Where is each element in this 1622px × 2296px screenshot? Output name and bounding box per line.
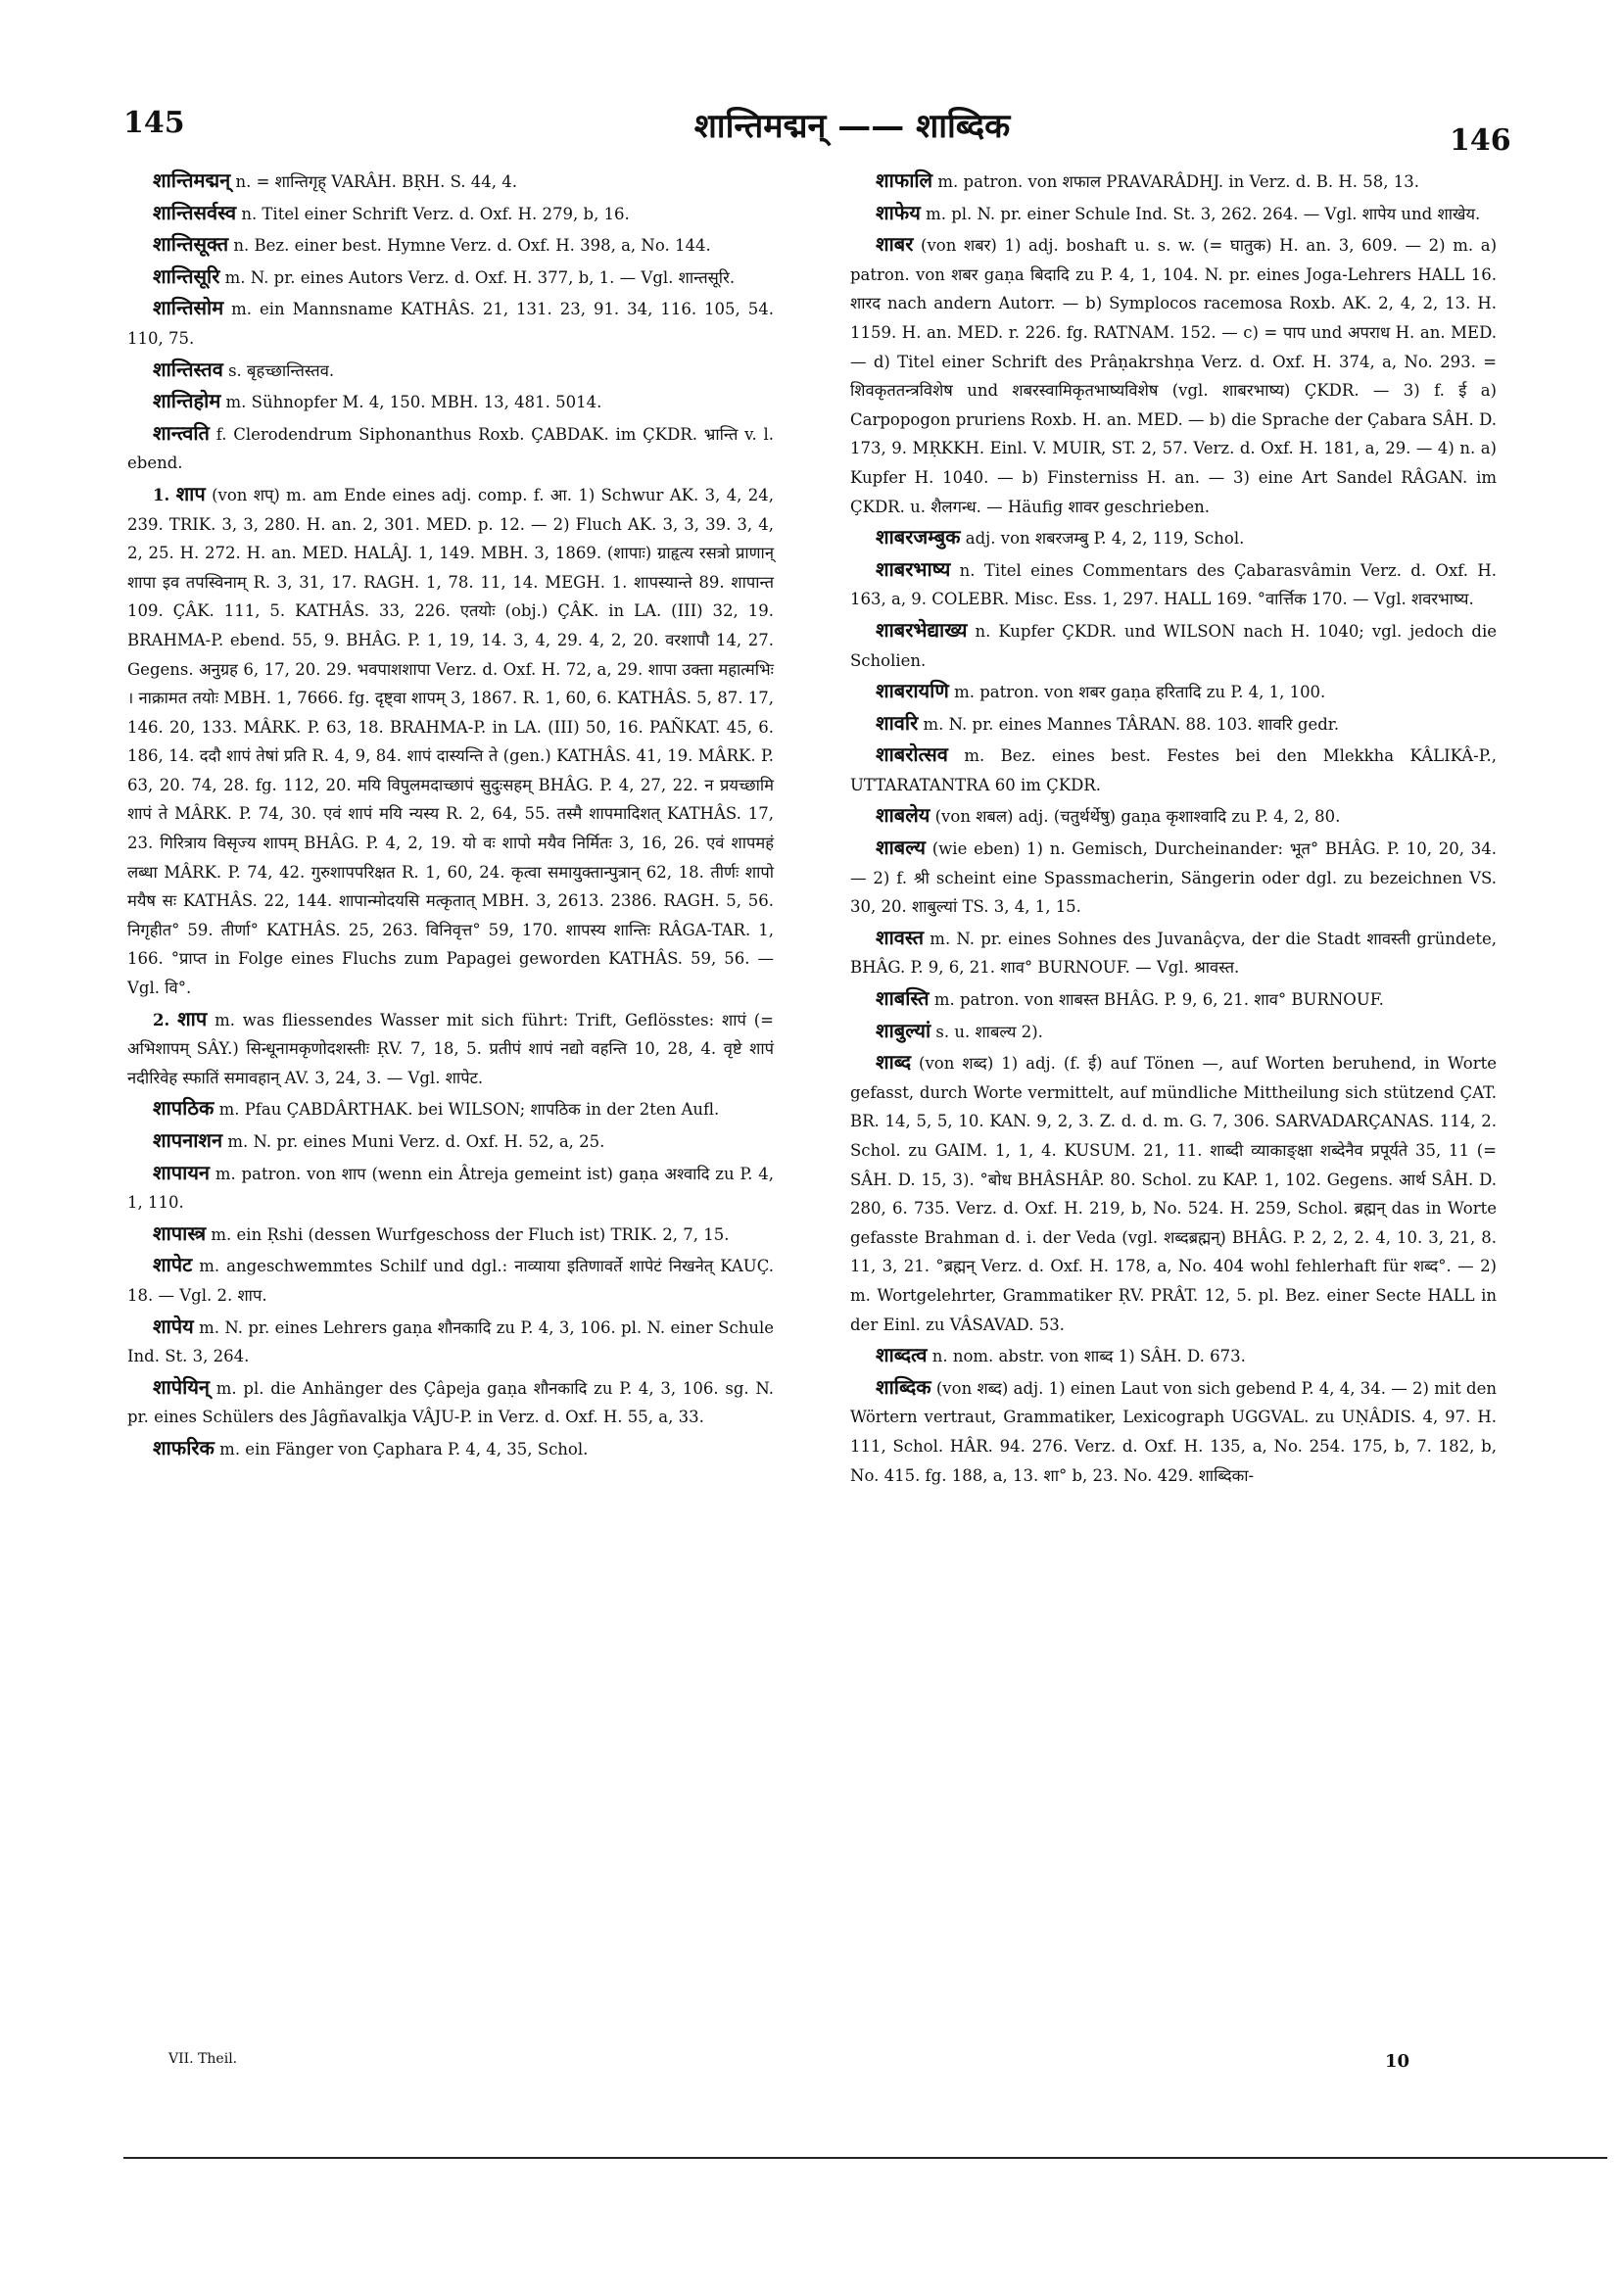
entry-headword: शाप — [175, 481, 206, 505]
entry-headword: शान्तिमद्मन् — [153, 168, 231, 192]
dictionary-entry — [850, 924, 1497, 982]
sheet-signature: 10 — [1385, 2051, 1410, 2072]
entry-headword: शापेयिन् — [153, 1374, 211, 1399]
dictionary-entry — [127, 1373, 774, 1432]
dictionary-entry — [127, 387, 774, 417]
entry-headword: शापास्त्र — [153, 1220, 207, 1245]
entry-headword: शावरि — [876, 710, 919, 735]
entry-headword: शाबर — [876, 232, 914, 257]
dictionary-entry — [850, 616, 1497, 675]
entry-definition: m. patron. von शाप (wenn ein Âtreja gemeint ist) gaṇa अश्वादि zu P. 4, 1, 110. — [127, 1164, 774, 1213]
entry-definition: m. ein Fänger von Çaphara P. 4, 4, 35, Schol. — [219, 1439, 589, 1459]
entry-headword: शापेय — [153, 1314, 194, 1338]
dictionary-entry — [127, 1159, 774, 1218]
dictionary-entry — [850, 741, 1497, 799]
entry-headword: शावस्त — [876, 925, 925, 949]
dictionary-entry — [127, 1434, 774, 1464]
dictionary-entry — [127, 263, 774, 293]
entry-definition: m. pl. die Anhänger des Çâpeja gaṇa शौनकादि zu P. 4, 3, 106. sg. N. pr. eines Schülers des Jâgñavalkja VÂJU-P. in Verz. d. Oxf. H. 55, a, 33. — [127, 1378, 774, 1427]
entry-definition: n. nom. abstr. von शाब्द 1) SÂH. D. 673. — [931, 1347, 1246, 1366]
page-number-right: 146 — [1450, 123, 1511, 158]
entry-definition: m. patron. von शबर gaṇa हरितादि zu P. 4, 1, 100. — [954, 683, 1326, 702]
entry-headword: शाबरजम्बुक — [876, 525, 961, 550]
dictionary-entry — [127, 1126, 774, 1157]
entry-definition: s. बृहच्छान्तिस्तव. — [228, 360, 335, 380]
entry-headword: शाबरभाष्य — [876, 556, 951, 581]
dictionary-entry — [127, 1251, 774, 1310]
dictionary-entry — [850, 984, 1497, 1015]
entry-headword: शाबरायणि — [876, 679, 949, 703]
dictionary-entry — [850, 801, 1497, 832]
entry-headword: शापेट — [153, 1253, 193, 1277]
entry-number: 2. — [153, 1010, 170, 1029]
entry-headword: शान्तिसोम — [153, 296, 224, 320]
dictionary-entry — [127, 419, 774, 478]
entry-headword: शापायन — [153, 1160, 211, 1184]
entry-definition: (von शबल) adj. (चतुर्थर्थेषु) gaṇa कृशाश्वादि zu P. 4, 2, 80. — [934, 807, 1341, 827]
dictionary-entry — [850, 1373, 1497, 1490]
dictionary-entry — [850, 1048, 1497, 1339]
entry-headword: शाब्दत्व — [876, 1343, 928, 1367]
dictionary-entry — [127, 1313, 774, 1371]
dictionary-entry — [850, 709, 1497, 740]
bottom-rule — [123, 2157, 1607, 2159]
entry-definition: f. Clerodendrum Siphonanthus Roxb. ÇABDAK. im ÇKDR. भ्रान्ति v. l. ebend. — [127, 424, 774, 473]
entry-headword: शाबरभेद्याख्य — [876, 617, 968, 642]
entry-definition: (wie eben) 1) n. Gemisch, Durcheinander: भूत° BHÂG. P. 10, 20, 34. — 2) f. श्री scheint eine Spassmacherin, Sängerin oder dgl. zu bezeichnen VS. 30, 20. शाबुल्यां TS. 3, 4, 1, 15. — [850, 839, 1497, 917]
dictionary-entry — [850, 677, 1497, 707]
dictionary-entry — [127, 1220, 774, 1250]
entry-definition: n. Bez. einer best. Hymne Verz. d. Oxf. H. 398, a, No. 144. — [233, 236, 711, 256]
dictionary-entry — [850, 199, 1497, 229]
entry-headword: शापनाशन — [153, 1128, 223, 1152]
entry-definition: m. patron. von शफाल PRAVARÂDHJ. in Verz. d. B. H. 58, 13. — [937, 172, 1420, 191]
dictionary-entry — [850, 1341, 1497, 1371]
entry-definition: m. N. pr. eines Lehrers gaṇa शौनकादि zu P. 4, 3, 106. pl. N. einer Schule Ind. St. 3, 264. — [127, 1317, 774, 1366]
entry-headword: शाबरोत्सव — [876, 742, 948, 767]
entry-headword: शाब्द — [876, 1050, 912, 1075]
dictionary-entry — [850, 523, 1497, 553]
page-number-left: 145 — [123, 106, 185, 140]
entry-definition: m. Pfau ÇABDÂRTHAK. bei WILSON; शापठिक in der 2ten Aufl. — [218, 1100, 720, 1120]
dictionary-entry — [127, 199, 774, 229]
part-label: VII. Theil. — [168, 2051, 238, 2067]
entry-headword: शान्त्वति — [153, 420, 210, 445]
entry-headword: शान्तिस्तव — [153, 357, 223, 381]
entry-number: 1. — [153, 485, 170, 504]
dictionary-entry — [850, 1017, 1497, 1047]
entry-definition: (von शप्) m. am Ende eines adj. comp. f. आ. 1) Schwur AK. 3, 4, 24, 239. TRIK. 3, 3, 280. H. an. 2, 301. MED. p. 12. — 2) Fluch AK. 3, 3, 39. 3, 4, 2, 25. H. 272. H. an. MED. HALÂJ. 1, 149. MBH. 3, 1869. (शापाः) ग्राहृत्य रसत्रो प्राणान् शापा इव तपस्विनाम् R. 3, 31, 17. RAGH. 1, 78. 11, 14. MEGH. 1. शापस्यान्ते 89. शापान्त 109. ÇÂK. 111, 5. KATHÂS. 33, 226. एतयोः (obj.) ÇÂK. in LA. (III) 32, 19. BRAHMA-P. ebend. 55, 9. BHÂG. P. 1, 19, 14. 3, 4, 29. 4, 2, 20. वरशापौ 14, 27. Gegens. अनुग्रह 6, 17, 20. 29. भवपाशशापा Verz. d. Oxf. H. 72, a, 29. शापा उक्ता महात्मभिः । नाक्रामत तयोः MBH. 1, 7666. fg. दृष्ट्वा शापम् 3, 1867. R. 1, 60, 6. KATHÂS. 5, 87. 17, 146. 20, 133. MÂRK. P. 63, 18. BRAHMA-P. in LA. (III) 50, 16. PAÑKAT. 45, 6. 186, 14. ददौ शापं तेषां प्रति R. 4, 9, 84. शापं दास्यन्ति ते (gen.) KATHÂS. 41, 19. MÂRK. P. 63, 20. 74, 28. fg. 112, 20. मयि विपुलमदाच्छापं सुदुःसहम् BHÂG. P. 4, 27, 22. न प्रयच्छामि शापं ते MÂRK. P. 74, 30. एवं शापं मयि न्यस्य R. 2, 64, 55. तस्मै शापमादिशत् KATHÂS. 17, 23. गिरित्राय विसृज्य शापम् BHÂG. P. 4, 2, 19. यो वः शापो मयैव निर्मितः 3, 16, 26. एवं शापमहं लब्धा MÂRK. P. 74, 42. गुरुशापपरिक्षत R. 1, 60, 24. कृत्वा समायुक्तान्पुत्रान् 62, 18. तीर्णः शापो मयैष सः KATHÂS. 22, 144. शापान्मोदयसि मत्कृतात् MBH. 3, 2613. 2386. RAGH. 5, 56. निगृहीत° 59. तीर्णा° KATHÂS. 25, 263. विनिवृत्त° 59, 170. शापस्य शान्तिः RÂGA-TAR. 1, 166. °प्राप्त in Folge eines Fluchs zum Papagei geworden KATHÂS. 59, 56. — Vgl. वि°. — [127, 485, 774, 998]
entry-definition: n. = शान्तिगृह् VARÂH. BṚH. S. 44, 4. — [235, 172, 518, 191]
dictionary-entry — [850, 167, 1497, 197]
entry-definition: m. patron. von शाबस्त BHÂG. P. 9, 6, 21. शाव° BURNOUF. — [933, 990, 1384, 1010]
entry-definition: m. Sühnopfer M. 4, 150. MBH. 13, 481. 5014. — [225, 393, 602, 412]
dictionary-entry — [127, 1094, 774, 1124]
entry-headword: शाफेय — [876, 200, 921, 224]
entry-definition: m. Bez. eines best. Festes bei den Mlekkha KÂLIKÂ-P., UTTARATANTRA 60 im ÇKDR. — [850, 746, 1497, 794]
entry-definition: s. u. शाबल्य 2). — [935, 1022, 1043, 1041]
dictionary-entry — [850, 230, 1497, 521]
entry-definition: (von शब्द) 1) adj. (f. ई) auf Tönen —, auf Worten beruhend, in Worte gefasst, durch Worte vermittelt, auf mündliche Mittheilung sich stützend ÇAT. BR. 14, 5, 5, 10. KAN. 9, 2, 3. Z. d. d. m. G. 7, 306. SARVADARÇANAS. 114, 2. Schol. zu GAIM. 1, 1, 4. KUSUM. 21, 11. शाब्दी व्याकाङ्क्षा शब्देनैव प्रपूर्यते 35, 11 (= SÂH. D. 15, 3). °बोध BHÂSHÂP. 80. Schol. zu KAP. 1, 102. Gegens. आर्थ SÂH. D. 280, 6. 735. Verz. d. Oxf. H. 219, b, No. 524. H. 259, Schol. ब्रह्मन् das in Worte gefasste Brahman d. i. der Veda (vgl. शब्दब्रह्मन्) BHÂG. P. 2, 2, 2. 4, 10. 3, 21, 8. 11, 3, 21. °ब्रह्मन् Verz. d. Oxf. H. 178, a, No. 404 wohl fehlerhaft für शब्द°. — 2) m. Wortgelehrter, Grammatiker ṚV. PRÂT. 12, 5. pl. Bez. einer Secte HALL in der Einl. zu VÂSAVAD. 53. — [850, 1054, 1497, 1334]
entry-headword: शाबलेय — [876, 803, 930, 828]
entry-headword: शाप — [177, 1006, 208, 1030]
dictionary-entry — [127, 1005, 774, 1093]
entry-headword: शाबल्य — [876, 836, 926, 860]
entry-definition: m. N. pr. eines Sohnes des Juvanâçva, der die Stadt शावस्ती gründete, BHÂG. P. 9, 6, 21. शाव° BURNOUF. — Vgl. श्रावस्त. — [850, 929, 1497, 978]
dictionary-entry — [127, 480, 774, 1003]
entry-definition: (von शबर) 1) adj. boshaft u. s. w. (= घातुक) H. an. 3, 609. — 2) m. a) patron. von शबर gaṇa बिदादि zu P. 4, 1, 104. N. pr. eines Joga-Lehrers HALL 16. शारद nach andern Autorr. — b) Symplocos racemosa Roxb. AK. 2, 4, 2, 13. H. 1159. H. an. MED. r. 226. fg. RATNAM. 152. — c) = पाप und अपराध H. an. MED. — d) Titel einer Schrift des Prâṇakrshṇa Verz. d. Oxf. H. 374, a, No. 293. = शिवकृततन्त्रविशेष und शबरस्वामिकृतभाष्यविशेष (vgl. शाबरभाष्य) ÇKDR. — 3) f. ई a) Carpopogon pruriens Roxb. H. an. MED. — b) die Sprache der Çabara SÂH. D. 173, 9. MṚKKH. Einl. V. MUIR, ST. 2, 57. Verz. d. Oxf. H. 181, a, 29. — 4) n. a) Kupfer H. 1040. — b) Finsterniss H. an. — 3) eine Art Sandel RÂGAN. im ÇKDR. u. शैलगन्ध. — Häufig शावर geschrieben. — [850, 236, 1498, 516]
entry-definition: m. was fliessendes Wasser mit sich führt: Trift, Geflösstes: शापं (= अभिशापम् SÂY.) सिन्धूनामकृणोदशस्तीः ṚV. 7, 18, 5. प्रतीपं शापं नद्यो वहन्ति 10, 28, 4. वृष्टे शापं नदीरिवेह स्फातिं समावहान् AV. 3, 24, 3. — Vgl. शापेट. — [127, 1010, 774, 1087]
dictionary-entry — [127, 294, 774, 353]
entry-headword: शाफालि — [876, 168, 933, 192]
right-column — [850, 167, 1497, 1492]
entry-definition: m. N. pr. eines Muni Verz. d. Oxf. H. 52, a, 25. — [227, 1132, 605, 1151]
entry-definition: m. angeschwemmtes Schilf und dgl.: नाव्याया इतिणावर्ते शापेटं निखनेत् KAUÇ. 18. — Vgl. 2. शाप. — [127, 1257, 774, 1305]
entry-definition: n. Kupfer ÇKDR. und WILSON nach H. 1040; vgl. jedoch die Scholien. — [850, 621, 1497, 670]
entry-headword: शाब्दिक — [876, 1374, 931, 1399]
dictionary-entry — [127, 167, 774, 197]
entry-headword: शान्तिसूरि — [153, 263, 220, 288]
entry-definition: m. ein Ṛshi (dessen Wurfgeschoss der Fluch ist) TRIK. 2, 7, 15. — [211, 1224, 730, 1244]
entry-definition: n. Titel eines Commentars des Çabarasvâmin Verz. d. Oxf. H. 163, a, 9. COLEBR. Misc. Ess. 1, 297. HALL 169. °वार्त्तिक 170. — Vgl. शवरभाष्य. — [850, 560, 1497, 609]
entry-definition: m. pl. N. pr. einer Schule Ind. St. 3, 262. 264. — Vgl. शापेय und शाखेय. — [926, 204, 1481, 223]
entry-headword: शान्तिहोम — [153, 389, 221, 413]
entry-headword: शापठिक — [153, 1096, 215, 1121]
dictionary-entry — [127, 230, 774, 261]
entry-headword: शान्तिसर्वस्व — [153, 200, 237, 224]
left-column — [127, 167, 774, 1466]
entry-definition: (von शब्द) adj. 1) einen Laut von sich gebend P. 4, 4, 34. — 2) mit den Wörtern vertraut, Grammatiker, Lexicograph UGGVAL. zu UṆÂDIS. 4, 97. H. 111, Schol. HÂR. 94. 276. Verz. d. Oxf. H. 135, a, No. 254. 175, b, 7. 182, b, No. 415. fg. 188, a, 13. शा° b, 23. No. 429. शाब्दिका- — [850, 1378, 1498, 1485]
entry-definition: n. Titel einer Schrift Verz. d. Oxf. H. 279, b, 16. — [241, 204, 630, 223]
entry-definition: m. N. pr. eines Mannes TÂRAN. 88. 103. शावरि gedr. — [923, 714, 1340, 734]
running-title: शान्तिमद्मन् —— शाब्दिक — [693, 107, 1011, 146]
entry-definition: adj. von शबरजम्बु P. 4, 2, 119, Schol. — [965, 529, 1245, 549]
dictionary-entry — [850, 834, 1497, 922]
entry-headword: शाबुल्यां — [876, 1018, 931, 1042]
entry-headword: शान्तिसूक्त — [153, 232, 229, 257]
entry-headword: शाबस्ति — [876, 986, 930, 1011]
entry-headword: शाफरिक — [153, 1435, 215, 1459]
entry-definition: m. N. pr. eines Autors Verz. d. Oxf. H. 377, b, 1. — Vgl. शान्तसूरि. — [224, 267, 736, 287]
dictionary-entry — [127, 356, 774, 386]
dictionary-entry — [850, 555, 1497, 614]
entry-definition: m. ein Mannsname KATHÂS. 21, 131. 23, 91. 34, 116. 105, 54. 110, 75. — [127, 300, 774, 348]
